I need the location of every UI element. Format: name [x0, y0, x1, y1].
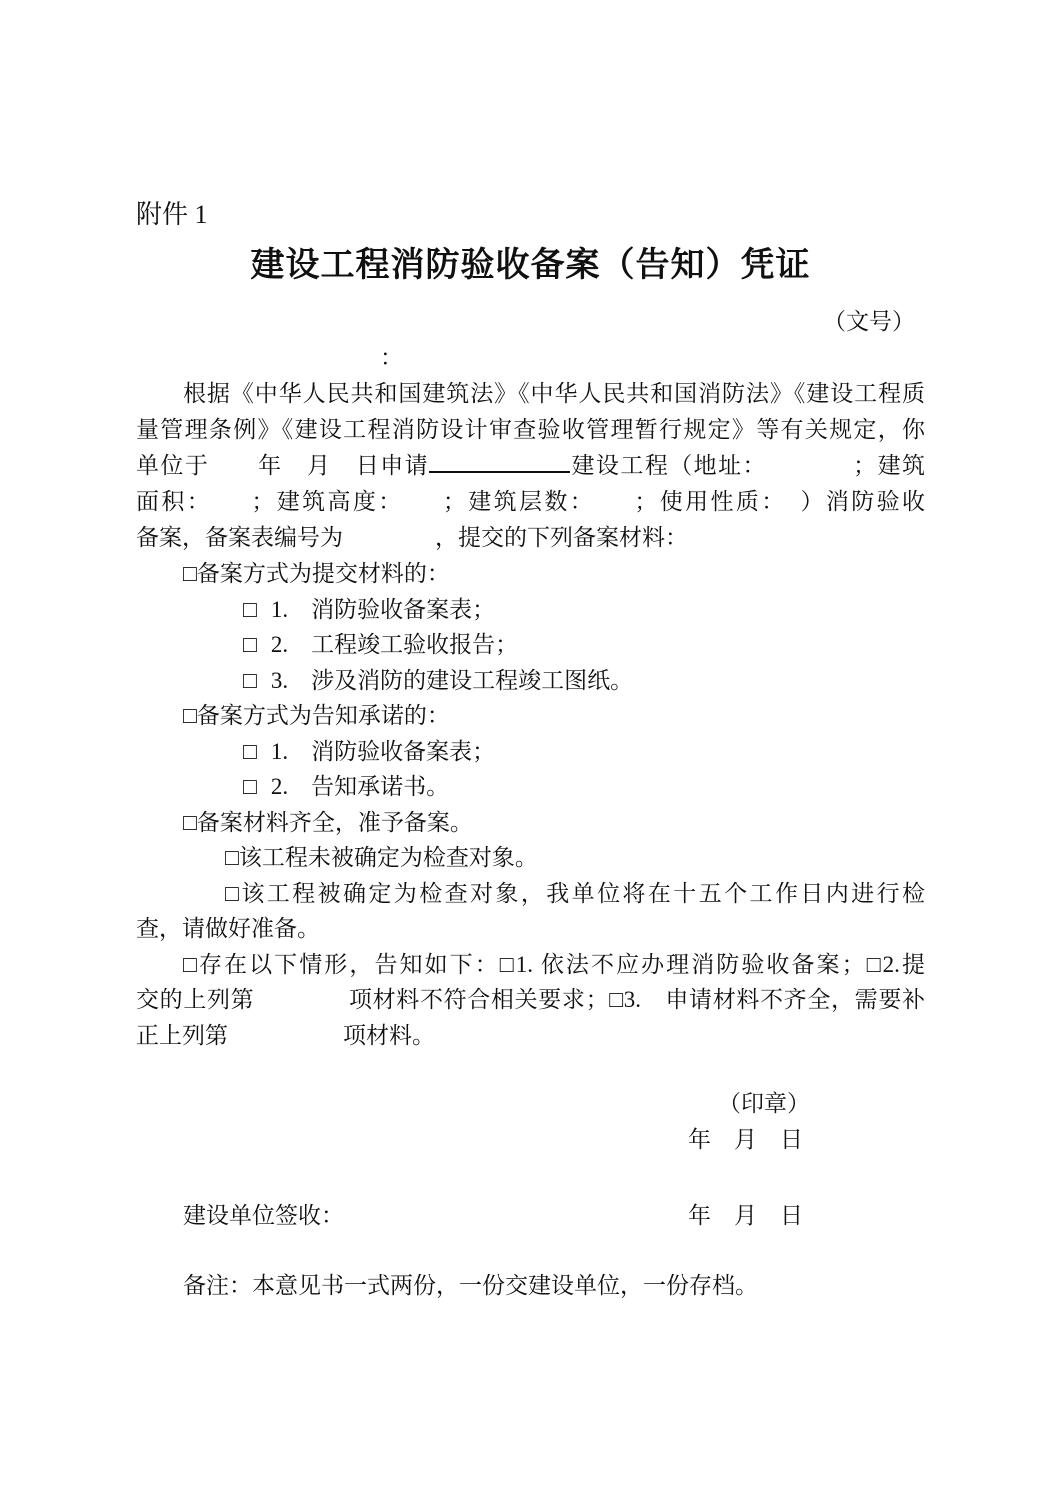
- filing-promise-item-1-label: 1. 消防验收备案表；: [270, 738, 496, 764]
- checkbox-icon[interactable]: □: [499, 951, 516, 977]
- filing-promise-item-2-label: 2. 告知承诺书。: [270, 774, 450, 799]
- intro-line-4: 面积： ；建筑高度： ；建筑层数： ；使用性质： ）消防验收: [136, 489, 925, 514]
- decision-section: [136, 805, 925, 1054]
- intro-line-5: 备案，备案表编号为 ，提交的下列备案材料：: [136, 525, 688, 550]
- checkbox-icon[interactable]: □: [243, 738, 257, 764]
- receipt-label: 建设单位签收：: [183, 1203, 344, 1228]
- filing-promise-header: [136, 698, 925, 734]
- filing-submit-header: [136, 556, 925, 592]
- checkbox-icon[interactable]: □: [243, 774, 257, 799]
- decision-not-checked-line: [136, 840, 925, 876]
- checkbox-icon[interactable]: □: [864, 951, 883, 977]
- decision-approve-line: [136, 805, 925, 841]
- intro-line-3: [136, 448, 925, 484]
- intro-line-3-before: 单位于 年 月 日申请: [136, 453, 430, 478]
- checkbox-icon[interactable]: □: [225, 880, 242, 906]
- filing-promise-item-1: [136, 734, 925, 770]
- filing-method-list: [136, 556, 925, 805]
- addressee-name-blank[interactable]: [136, 345, 380, 365]
- decision-notice-case-3-start: 3. 申请材料不齐全，需要补: [623, 987, 925, 1012]
- checkbox-icon[interactable]: □: [608, 987, 624, 1012]
- filing-promise-item-2: [136, 769, 925, 805]
- decision-notice-case-2-end: 交的上列第 项材料不符合相关要求；: [136, 987, 609, 1012]
- receipt-row: [136, 1198, 925, 1234]
- checkbox-icon[interactable]: □: [243, 596, 257, 622]
- decision-checked-line-2: 查，请做好准备。: [136, 916, 320, 941]
- filing-submit-item-1-label: 1. 消防验收备案表；: [270, 596, 496, 622]
- decision-checked-label-1: 该工程被确定为检查对象，我单位将在十五个工作日内进行检: [241, 880, 925, 906]
- checkbox-icon[interactable]: □: [183, 951, 199, 977]
- addressee-colon: ：: [380, 345, 403, 370]
- decision-notice-line-2: [136, 982, 925, 1018]
- intro-line-1: 根据《中华人民共和国建筑法》《中华人民共和国消防法》《建设工程质: [183, 381, 925, 406]
- checkbox-icon[interactable]: □: [183, 809, 197, 835]
- filing-submit-item-1: [136, 592, 925, 628]
- stamp-placeholder: （印章）: [718, 1091, 810, 1116]
- page-title: 建设工程消防验收备案（告知）凭证: [250, 247, 811, 284]
- checkbox-icon[interactable]: □: [183, 703, 197, 728]
- filing-submit-item-3-label: 3. 涉及消防的建设工程竣工图纸。: [270, 667, 634, 693]
- decision-not-checked-label: 该工程未被确定为检查对象。: [238, 845, 538, 870]
- receipt-date-line: 年 月 日: [688, 1203, 803, 1228]
- attachment-label: 附件 1: [136, 200, 208, 229]
- filing-submit-item-2: [136, 627, 925, 663]
- filing-submit-header-label: 备案方式为提交材料的：: [196, 561, 450, 586]
- intro-line-2: 量管理条例》《建设工程消防设计审查验收管理暂行规定》等有关规定，你: [136, 417, 925, 442]
- decision-notice-case-1: 1. 依法不应办理消防验收备案；: [515, 951, 865, 977]
- remark-line: 备注：本意见书一式两份，一份交建设单位，一份存档。: [183, 1273, 758, 1298]
- addressee-line: [136, 340, 925, 376]
- decision-notice-case-2-start: 2.提: [882, 951, 925, 977]
- project-name-blank[interactable]: [429, 451, 570, 473]
- decision-notice-line-1: [136, 947, 925, 983]
- filing-submit-item-2-label: 2. 工程竣工验收报告；: [270, 632, 519, 657]
- intro-paragraph: [136, 376, 925, 556]
- decision-notice-line-3: 正上列第 项材料。: [136, 1022, 435, 1048]
- decision-approve-label: 备案材料齐全，准予备案。: [196, 809, 473, 835]
- intro-line-3-after: 建设工程（地址： ；建筑: [570, 453, 926, 478]
- decision-notice-intro: 存在以下情形，告知如下：: [198, 951, 500, 977]
- checkbox-icon[interactable]: □: [225, 845, 239, 870]
- doc-number-label: （文号）: [823, 309, 915, 334]
- checkbox-icon[interactable]: □: [243, 632, 257, 657]
- checkbox-icon[interactable]: □: [243, 667, 257, 693]
- stamp-date-line: 年 月 日: [688, 1127, 803, 1152]
- decision-checked-line-1: [136, 876, 925, 912]
- filing-promise-header-label: 备案方式为告知承诺的：: [196, 703, 450, 728]
- filing-submit-item-3: [136, 663, 925, 699]
- checkbox-icon[interactable]: □: [183, 561, 197, 586]
